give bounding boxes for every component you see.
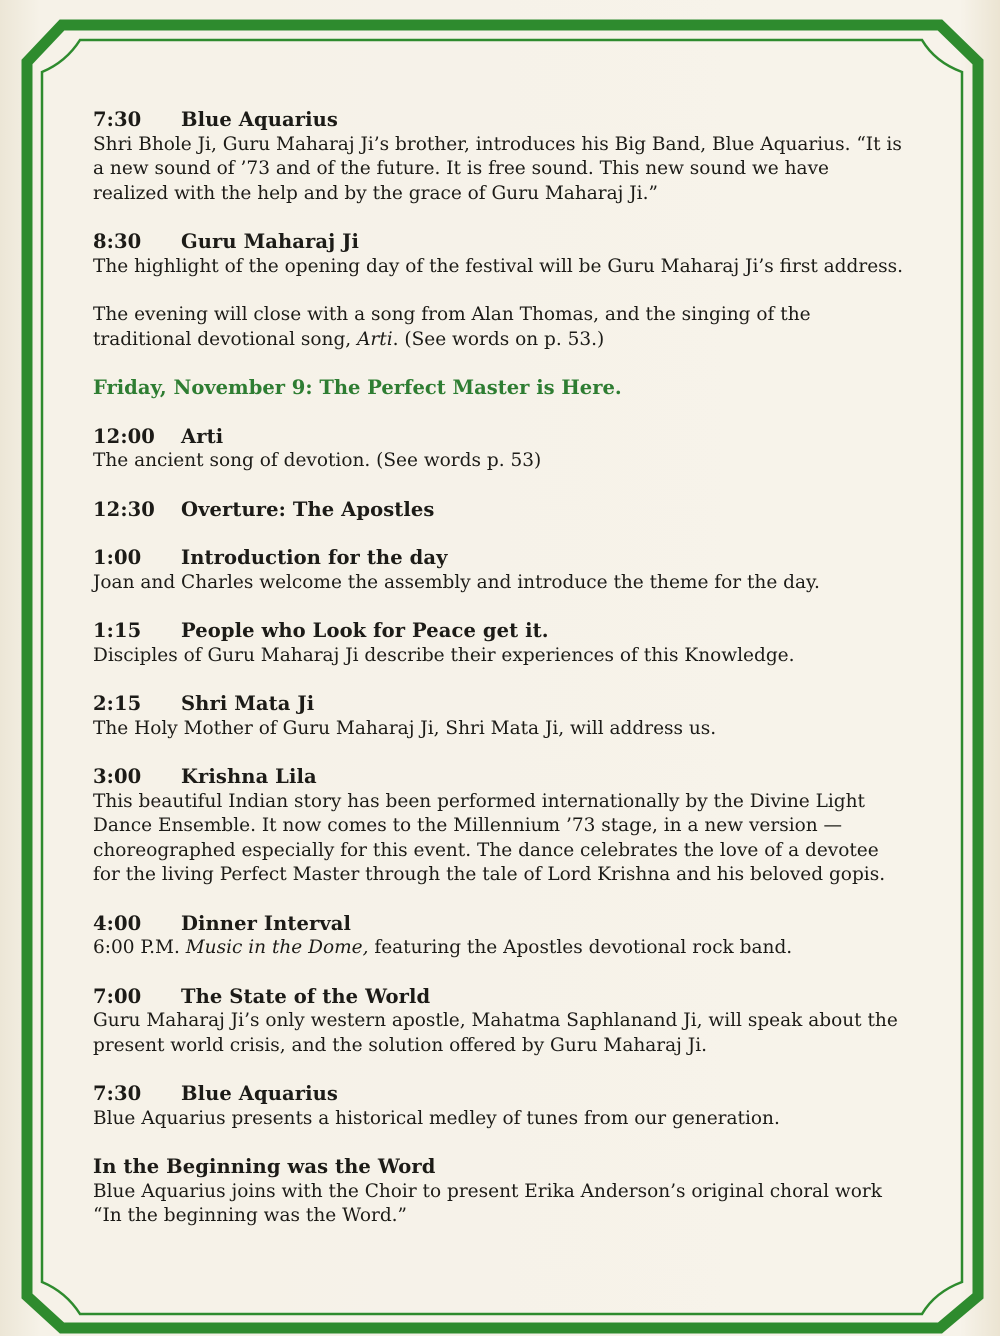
entry-description: Joan and Charles welcome the assembly and introduce the theme for the day. — [93, 571, 820, 593]
entry-heading — [93, 108, 913, 133]
entry-time: 1:00 — [93, 546, 142, 569]
entry-title: In the Beginning was the Word — [93, 1155, 436, 1178]
entry-title: The State of the World — [181, 984, 431, 1008]
entry-description: The Holy Mother of Guru Maharaj Ji, Shri Mata Ji, will address us. — [93, 717, 717, 739]
schedule-entry — [93, 692, 913, 741]
entry-heading — [93, 425, 913, 450]
entry-heading — [93, 765, 913, 790]
entry-title: People who Look for Peace get it. — [181, 619, 549, 642]
entry-time: 7:00 — [93, 984, 142, 1008]
entry-description: This beautiful Indian story has been performed internationally by the Divine Light Dance Ensemble. It now comes to the Millennium ’73 stage, in a new version — choreographed especially for this event. The dance celebrates the love of a devotee for the living Perfect Master through the tale of Lord Krishna and his beloved gopis. — [93, 790, 886, 885]
entry-description — [93, 936, 913, 961]
entry-heading — [93, 619, 913, 644]
entry-heading — [93, 546, 913, 571]
entry-time: 3:00 — [93, 765, 142, 788]
schedule-entry — [93, 985, 913, 1059]
entry-time: 2:15 — [93, 692, 142, 715]
entry-heading — [93, 912, 913, 937]
dinner-detail: featuring the Apostles devotional rock band. — [368, 937, 793, 958]
schedule-entry — [93, 498, 913, 523]
schedule-entry — [93, 230, 913, 279]
arti-italic: Arti — [357, 328, 393, 350]
entry-title: Shri Mata Ji — [181, 692, 315, 715]
entry-heading — [93, 692, 913, 717]
schedule-entry — [93, 425, 913, 474]
entry-time: 8:30 — [93, 230, 142, 253]
entry-time: 1:15 — [93, 619, 142, 642]
schedule-content — [93, 108, 913, 1229]
entry-title: Blue Aquarius — [181, 1082, 338, 1105]
entry-description: The ancient song of devotion. (See words p. 53) — [93, 450, 542, 471]
entry-title: Blue Aquarius — [181, 108, 338, 131]
closing-reference: . (See words on p. 53.) — [392, 328, 605, 350]
entry-title: Dinner Interval — [181, 911, 352, 935]
schedule-entry — [93, 546, 913, 595]
entry-description: Disciples of Guru Maharaj Ji describe their experiences of this Knowledge. — [93, 644, 795, 666]
entry-heading — [93, 498, 913, 523]
entry-description: Blue Aquarius presents a historical medley of tunes from our generation. — [93, 1107, 780, 1129]
entry-heading — [93, 1082, 913, 1107]
entry-heading — [93, 230, 913, 255]
music-in-the-dome: Music in the Dome, — [185, 937, 369, 958]
schedule-entry — [93, 1155, 913, 1229]
entry-time: 4:00 — [93, 911, 142, 935]
closing-paragraph — [93, 303, 913, 352]
entry-heading — [93, 985, 913, 1010]
schedule-entry — [93, 765, 913, 888]
entry-title: Introduction for the day — [181, 546, 448, 569]
entry-title: Guru Maharaj Ji — [181, 230, 359, 253]
entry-description: Guru Maharaj Ji’s only western apostle, Mahatma Saphlanand Ji, will speak about the present world crisis, and the solution offered by Guru Maharaj Ji. — [93, 1010, 898, 1056]
schedule-entry — [93, 912, 913, 961]
entry-time: 7:30 — [93, 1082, 142, 1105]
schedule-entry — [93, 1082, 913, 1131]
entry-description: The highlight of the opening day of the festival will be Guru Maharaj Ji’s first address. — [93, 255, 904, 277]
entry-title: Arti — [181, 424, 224, 448]
entry-time: 7:30 — [93, 108, 142, 131]
schedule-entry — [93, 108, 913, 206]
entry-title: Overture: The Apostles — [181, 497, 435, 521]
entry-time: 12:00 — [93, 424, 155, 448]
day-heading: Friday, November 9: The Perfect Master is Here. — [93, 376, 622, 399]
entry-description: Blue Aquarius joins with the Choir to present Erika Anderson’s original choral work “In the beginning was the Word.” — [93, 1180, 882, 1226]
dinner-time: 6:00 P.M. — [93, 937, 186, 958]
closing-text: The evening will close with a song from Alan Thomas, and the singing of the traditional devotional song, — [93, 304, 811, 350]
entry-description: Shri Bhole Ji, Guru Maharaj Ji’s brother, introduces his Big Band, Blue Aquarius. “It is a new sound of ’73 and of the future. It is free sound. This new sound we have realized with the help and by the grace of Guru Maharaj Ji.” — [93, 133, 902, 204]
entry-time: 12:30 — [93, 497, 155, 521]
schedule-entry — [93, 619, 913, 668]
entry-title: Krishna Lila — [181, 765, 317, 788]
